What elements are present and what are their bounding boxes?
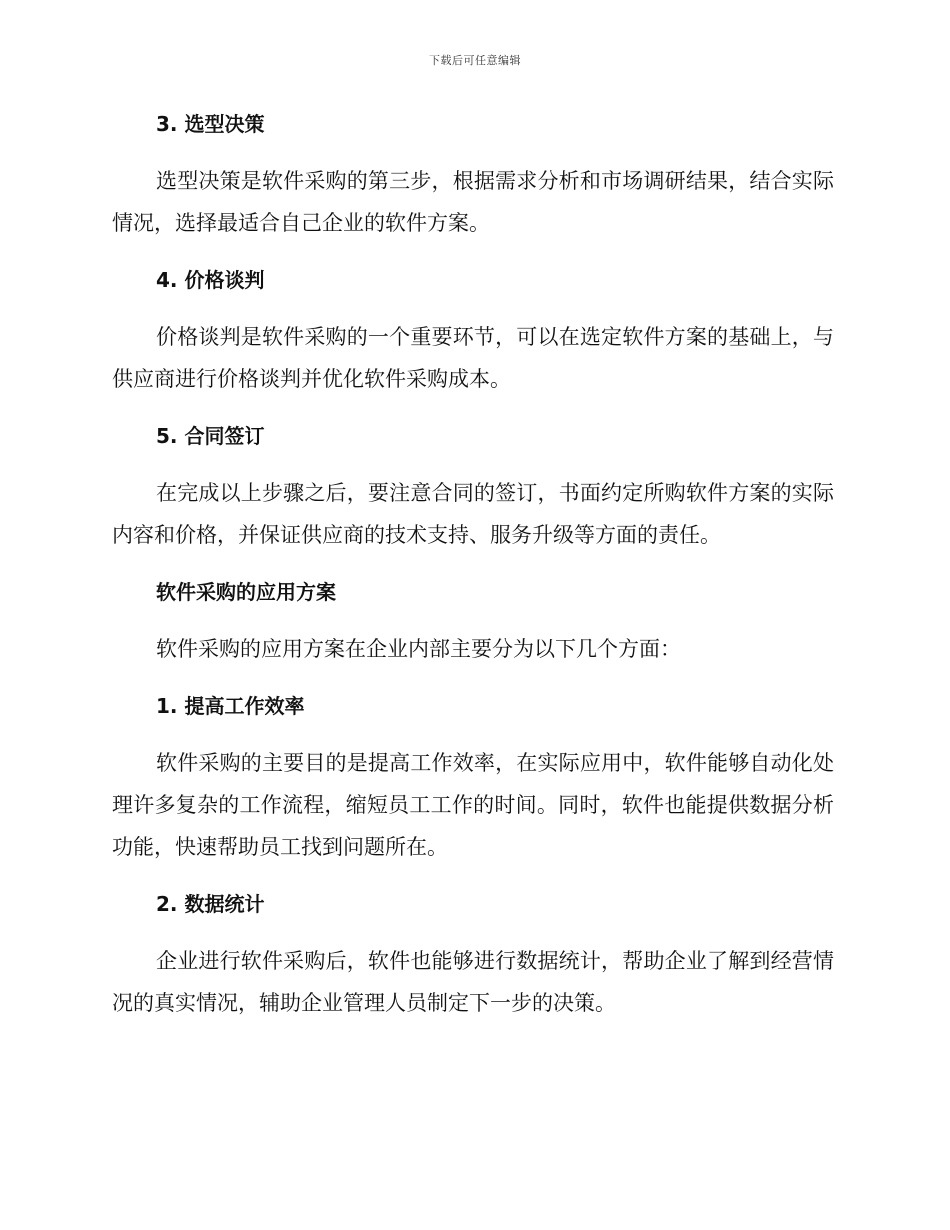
section-heading-price-negotiation: 4. 价格谈判 (156, 268, 265, 292)
paragraph-price-negotiation: 价格谈判是软件采购的一个重要环节，可以在选定软件方案的基础上，与供应商进行价格谈判并优化软件采购成本。 (112, 325, 834, 391)
section-heading-data-statistics: 2. 数据统计 (156, 892, 265, 916)
paragraph-contract-signing: 在完成以上步骤之后，要注意合同的签订，书面约定所购软件方案的实际内容和价格，并保证供应商的技术支持、服务升级等方面的责任。 (112, 481, 834, 547)
paragraph-efficiency: 软件采购的主要目的是提高工作效率，在实际应用中，软件能够自动化处理许多复杂的工作流程，缩短员工工作的时间。同时，软件也能提供数据分析功能，快速帮助员工找到问题所在。 (112, 751, 834, 859)
paragraph-selection-decision: 选型决策是软件采购的第三步，根据需求分析和市场调研结果，结合实际情况，选择最适合自己企业的软件方案。 (112, 169, 834, 235)
paragraph-data-statistics: 企业进行软件采购后，软件也能够进行数据统计，帮助企业了解到经营情况的真实情况，辅助企业管理人员制定下一步的决策。 (112, 949, 834, 1015)
document-body (112, 108, 834, 1044)
section-heading-selection-decision: 3. 选型决策 (156, 112, 265, 136)
section-heading-application-plan: 软件采购的应用方案 (156, 580, 336, 604)
paragraph-application-plan: 软件采购的应用方案在企业内部主要分为以下几个方面： (156, 637, 681, 661)
section-heading-efficiency: 1. 提高工作效率 (156, 694, 305, 718)
header-note: 下载后可任意编辑 (429, 54, 521, 67)
section-heading-contract-signing: 5. 合同签订 (156, 424, 265, 448)
